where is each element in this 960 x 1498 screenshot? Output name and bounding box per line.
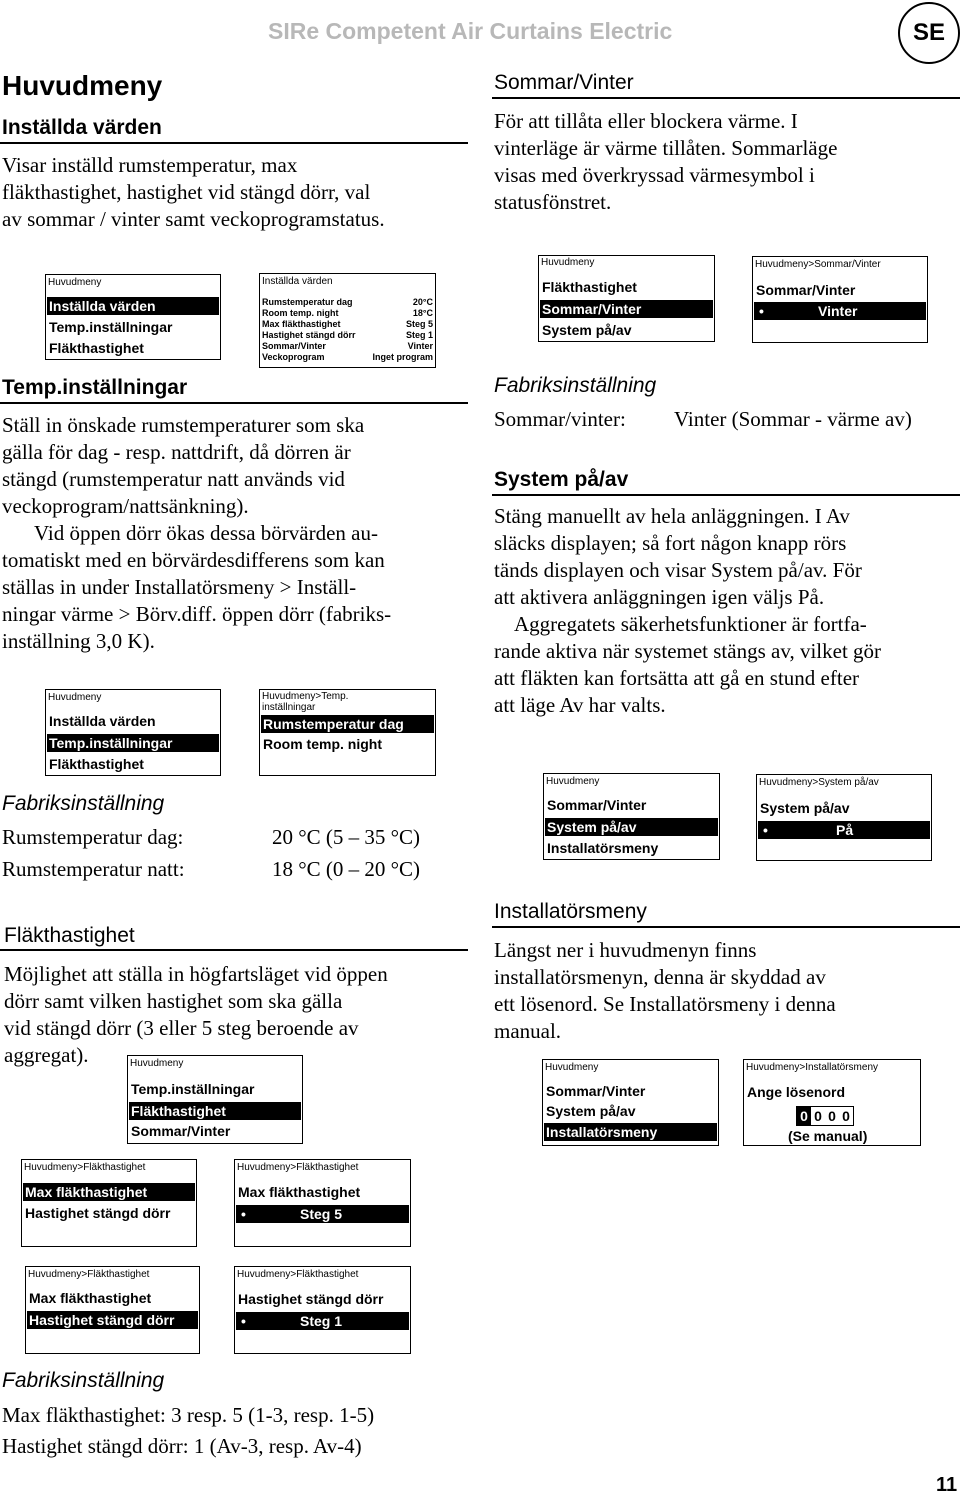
selected-value-row: • Steg 1	[236, 1312, 409, 1330]
closed-door-speed-line: Hastighet stängd dörr: 1 (Av-3, resp. Av-4)	[2, 1434, 362, 1458]
paragraph-installda: Visar inställd rumstemperatur, max fläkthastighet, hastighet vid stängd dörr, val av sommar / vinter samt veckoprogramstatus.	[2, 153, 385, 231]
rt-dag-label: Rumstemperatur dag:	[2, 825, 184, 849]
paragraph-sommar: För att tillåta eller blockera värme. I vinterläge är värme tillåten. Sommarläge visas med överkryssad värmesymbol i statusfönstret.	[494, 109, 838, 214]
paragraph-system: Stäng manuellt av hela anläggningen. I Av släcks displayen; så fort någon knapp rörs tänds displayen och visar System på/av. För att aktivera anläggningen igen väljs På. Aggregatets säkerhetsfunktioner är fortfa- rande aktiva när systemet stängs av, vilket gör att fläkten kan fortsätta att gå en stund efter att läge Av har valts.	[494, 504, 882, 717]
heading-rule	[492, 926, 960, 928]
display-screen: Huvudmeny>Installatörsmeny Ange lösenord 0 0 0 0 (Se manual)	[743, 1059, 921, 1146]
display-screen: Huvudmeny>Temp. inställningar Rumstemperatur dag Room temp. night	[259, 689, 436, 776]
sv-value: Vinter (Sommar - värme av)	[674, 407, 912, 431]
display-screen: Huvudmeny>Sommar/Vinter Sommar/Vinter • Vinter	[752, 256, 928, 343]
heading-flakthastighet: Fläkthastighet	[4, 924, 135, 947]
selected-value-row: • På	[758, 821, 930, 839]
language-badge: SE	[898, 2, 960, 64]
see-manual-note: (Se manual)	[788, 1128, 868, 1144]
heading-system-pa-av: System på/av	[494, 468, 629, 491]
display-screen: Huvudmeny Sommar/Vinter System på/av Installatörsmeny	[543, 773, 720, 860]
page-number: 11	[936, 1474, 958, 1496]
rt-natt-value: 18 °C (0 – 20 °C)	[272, 857, 421, 881]
display-screen: Inställda värden Rumstemperatur dag 20°C Room temp. night 18°C Max fläkthastighet Steg 5 Hastighet stängd dörr Steg 1 Sommar/Vinter Vinter Veckoprogram Inget program	[259, 273, 436, 368]
document-header-title: SIRe Competent Air Curtains Electric	[268, 18, 673, 44]
display-screen: Huvudmeny>Fläkthastighet Max fläkthastighet Hastighet stängd dörr	[21, 1159, 197, 1247]
display-screen: Huvudmeny Sommar/Vinter System på/av Installatörsmeny	[542, 1059, 719, 1146]
sv-label: Sommar/vinter:	[494, 407, 626, 431]
paragraph-flakt: Möjlighet att ställa in högfartsläget vid öppen dörr samt vilken hastighet som ska gälla vid stängd dörr (3 eller 5 steg beroende av aggregat).	[4, 962, 388, 1067]
paragraph-install: Längst ner i huvudmenyn finns installatörsmenyn, denna är skyddad av ett lösenord. Se Installatörsmeny i denna manual.	[494, 938, 836, 1043]
display-screen: Huvudmeny>Fläkthastighet Max fläkthastighet • Steg 5	[234, 1159, 411, 1247]
display-screen: Huvudmeny Inställda värden Temp.inställningar Fläkthastighet	[45, 274, 221, 360]
password-digits: 0 0 0 0	[796, 1106, 854, 1126]
heading-sommar-vinter: Sommar/Vinter	[494, 71, 634, 94]
display-screen: Huvudmeny Temp.inställningar Fläkthastighet Sommar/Vinter	[127, 1055, 303, 1144]
heading-huvudmeny: Huvudmeny	[2, 70, 163, 101]
display-screen: Huvudmeny>Fläkthastighet Hastighet stängd dörr • Steg 1	[234, 1266, 411, 1354]
heading-temp-installningar: Temp.inställningar	[2, 376, 188, 399]
display-screen: Huvudmeny>Fläkthastighet Max fläkthastighet Hastighet stängd dörr	[25, 1266, 200, 1354]
factory-setting-heading: Fabriksinställning	[2, 1369, 165, 1392]
selected-value-row: • Steg 5	[236, 1205, 409, 1223]
heading-installatorsmeny: Installatörsmeny	[494, 900, 647, 923]
display-screen: Huvudmeny>System på/av System på/av • På	[756, 774, 932, 861]
rt-natt-label: Rumstemperatur natt:	[2, 857, 185, 881]
heading-rule	[0, 402, 468, 404]
heading-rule	[492, 97, 960, 99]
factory-setting-heading: Fabriksinställning	[2, 792, 165, 815]
display-screen: Huvudmeny Inställda värden Temp.inställningar Fläkthastighet	[45, 689, 221, 776]
heading-rule	[0, 142, 468, 144]
heading-rule	[492, 494, 960, 496]
selected-value-row: • Vinter	[754, 302, 926, 320]
paragraph-temp: Ställ in önskade rumstemperaturer som ska gälla för dag - resp. nattdrift, då dörren är stängd (rumstemperatur natt används vid veckoprogram/nattsänkning). Vid öppen dörr ökas dessa börvärden au- tomatiskt med en börvärdesdifferens som kan ställas in under Installatörsmeny > Inställ- ningar värme > Börv.diff. öppen dörr (fabriks- inställning 3,0 K).	[2, 413, 392, 653]
factory-setting-heading: Fabriksinställning	[494, 374, 657, 397]
heading-installda-varden: Inställda värden	[2, 116, 162, 139]
rt-dag-value: 20 °C (5 – 35 °C)	[272, 825, 421, 849]
max-speed-line: Max fläkthastighet: 3 resp. 5 (1-3, resp. 1-5)	[2, 1403, 375, 1427]
heading-rule	[0, 949, 468, 951]
display-screen: Huvudmeny Fläkthastighet Sommar/Vinter System på/av	[538, 255, 715, 342]
